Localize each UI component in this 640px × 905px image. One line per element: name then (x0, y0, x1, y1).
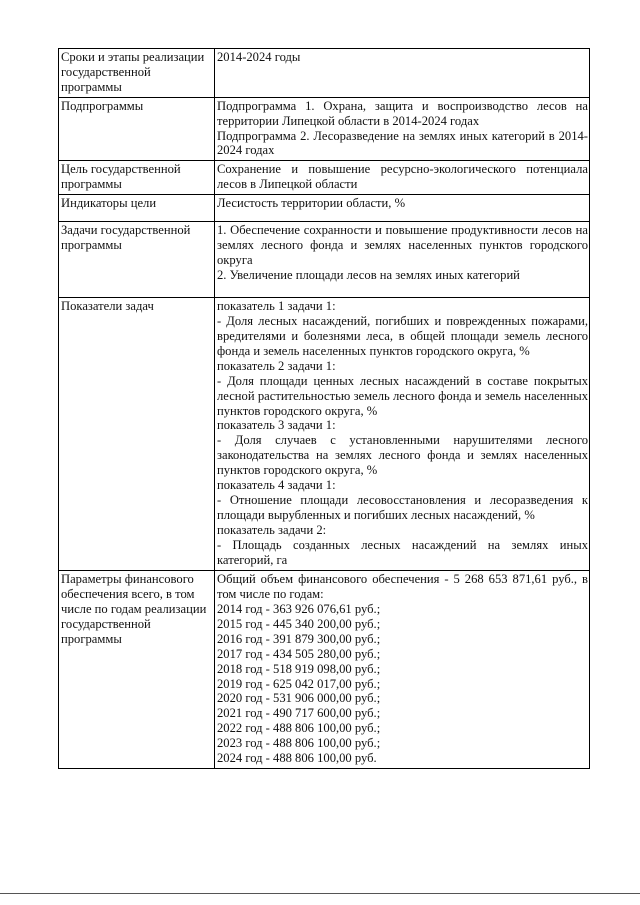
value-line: 2016 год - 391 879 300,00 руб.; (217, 631, 381, 646)
row-label: Подпрограммы (59, 97, 215, 161)
value-line: - Площадь созданных лесных насаждений на землях иных категорий, га (217, 537, 588, 567)
document-page (58, 48, 590, 769)
value-line: - Доля лесных насаждений, погибших и поврежденных пожарами, вредителями и болезнями леса, в общей площади земель лесного фонда и земель населенных пунктов городского округа, % (217, 314, 588, 358)
value-line: Подпрограмма 1. Охрана, защита и воспроизводство лесов на территории Липецкой области в 2014-2024 годах (217, 98, 588, 128)
value-line: 2014-2024 годы (217, 50, 301, 64)
value-line: 2015 год - 445 340 200,00 руб.; (217, 616, 381, 631)
row-value (215, 97, 590, 161)
value-line: показатель задачи 2: (217, 522, 327, 537)
value-line: показатель 2 задачи 1: (217, 358, 336, 373)
value-line: 2017 год - 434 505 280,00 руб.; (217, 646, 381, 661)
row-value (215, 195, 590, 222)
value-line: показатель 4 задачи 1: (217, 478, 336, 493)
value-line: 2. Увеличение площади лесов на землях иных категорий (217, 267, 520, 282)
value-line: 2014 год - 363 926 076,61 руб.; (217, 601, 381, 616)
value-line: 2018 год - 518 919 098,00 руб.; (217, 661, 381, 676)
value-line: 2022 год - 488 806 100,00 руб.; (217, 721, 381, 736)
row-value (215, 222, 590, 298)
row-label: Сроки и этапы реализации государственной программы (59, 49, 215, 98)
row-value (215, 571, 590, 769)
row-value (215, 49, 590, 98)
table-row (59, 571, 590, 769)
value-line: показатель 1 задачи 1: (217, 299, 336, 314)
value-line: Подпрограмма 2. Лесоразведение на землях иных категорий в 2014-2024 годах (217, 128, 588, 158)
row-label: Параметры финансового обеспечения всего, в том числе по годам реализации государственной программы (59, 571, 215, 769)
table-row (59, 298, 590, 571)
row-label: Задачи государственной программы (59, 222, 215, 298)
row-value (215, 298, 590, 571)
program-passport-table (58, 48, 590, 769)
page-bottom-divider (0, 893, 640, 894)
value-line: 2021 год - 490 717 600,00 руб.; (217, 706, 381, 721)
value-line: - Доля случаев с установленными нарушителями лесного законодательства на землях лесного фонда и землях населенных пунктов городского округа, % (217, 433, 588, 478)
value-line: 2019 год - 625 042 017,00 руб.; (217, 676, 381, 691)
value-line: показатель 3 задачи 1: (217, 418, 336, 433)
value-line: Сохранение и повышение ресурсно-экологического потенциала лесов в Липецкой области (217, 162, 588, 192)
table-row (59, 222, 590, 298)
row-label: Индикаторы цели (59, 195, 215, 222)
value-line: - Отношение площади лесовосстановления и лесоразведения к площади вырубленных и погибших лесных насаждений, % (217, 492, 588, 522)
value-line: - Доля площади ценных лесных насаждений в составе покрытых лесной растительностью земель лесного фонда и земель населенных пунктов городского округа, % (217, 373, 588, 418)
row-value (215, 161, 590, 195)
value-line: 1. Обеспечение сохранности и повышение продуктивности лесов на землях лесного фонда и землях населенных пунктов городского округа (217, 223, 588, 267)
value-line: 2024 год - 488 806 100,00 руб. (217, 751, 377, 766)
value-line: 2020 год - 531 906 000,00 руб.; (217, 691, 381, 706)
value-line: Общий объем финансового обеспечения - 5 268 653 871,61 руб., в том числе по годам: (217, 572, 588, 602)
value-line: 2023 год - 488 806 100,00 руб.; (217, 736, 381, 751)
table-row (59, 49, 590, 98)
value-line: Лесистость территории области, % (217, 196, 406, 211)
table-row (59, 195, 590, 222)
row-label: Показатели задач (59, 298, 215, 571)
table-row (59, 161, 590, 195)
row-label: Цель государственной программы (59, 161, 215, 195)
table-row (59, 97, 590, 161)
